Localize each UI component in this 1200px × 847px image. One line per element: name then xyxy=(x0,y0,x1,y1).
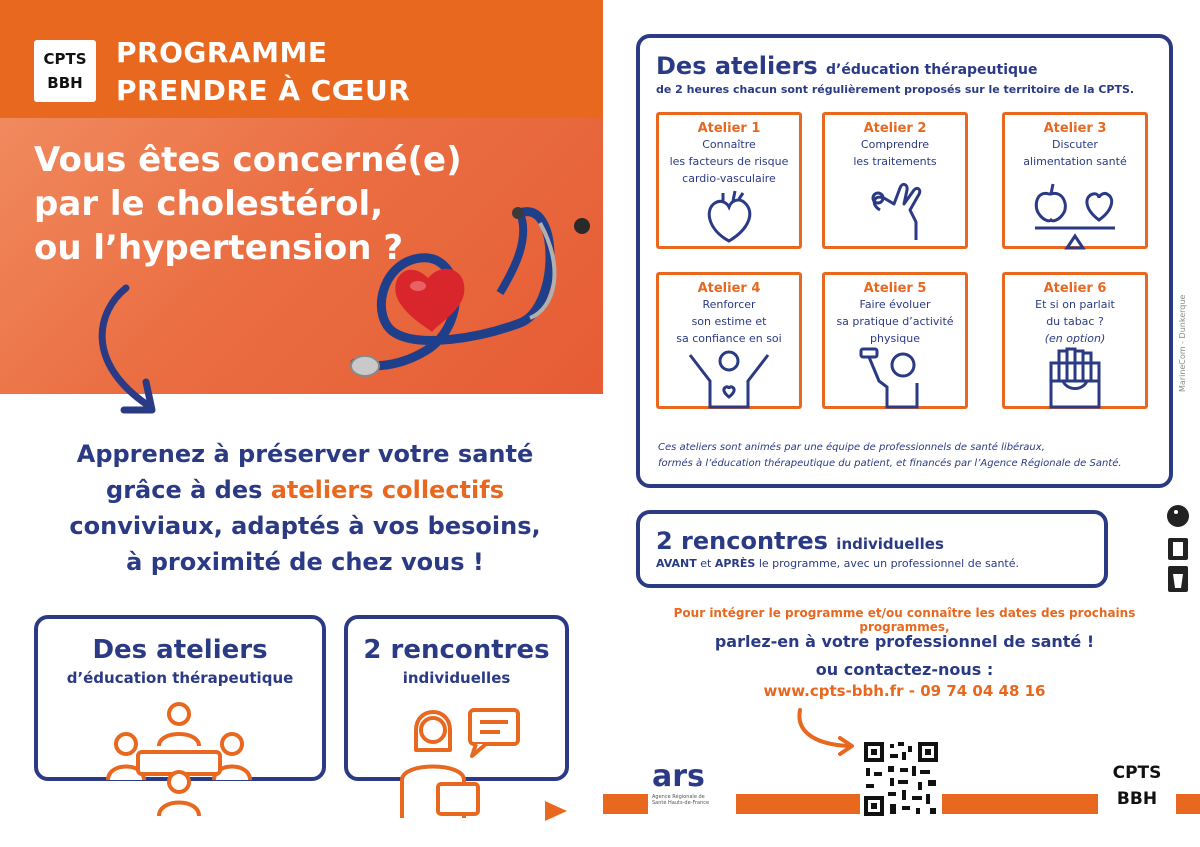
cta-intro: Pour intégrer le programme et/ou connaître les dates des prochains programmes, xyxy=(673,606,1136,634)
cpts-logo: CPTS BBH xyxy=(1098,752,1176,822)
cpts-logo: CPTS BBH xyxy=(34,40,96,102)
play-triangle-icon xyxy=(543,800,569,822)
workshop-card-3: Atelier 3 Discuter alimentation santé xyxy=(1002,112,1148,249)
curved-arrow-icon xyxy=(792,706,862,756)
apple-heart-scale-icon xyxy=(1027,178,1123,252)
ars-logo: ars Agence Régionale de Santé Hauts-de-France xyxy=(648,760,736,820)
workshop-card-1: Atelier 1 Connaître les facteurs de risque cardio-vasculaire xyxy=(656,112,802,249)
meetings-heading: 2 rencontres individuelles xyxy=(656,527,944,555)
workshops-frame xyxy=(636,34,1173,488)
pitch-text: Apprenez à préserver votre santé grâce à des ateliers collectifs conviviaux, adaptés à vos besoins, à proximité de chez vous ! xyxy=(69,440,541,576)
anatomical-heart-icon xyxy=(699,189,759,245)
program-title: PROGRAMME PRENDRE À CŒUR xyxy=(116,36,411,107)
qr-code-icon xyxy=(860,738,942,820)
workshop-card-2: Atelier 2 Comprendre les traitements xyxy=(822,112,968,249)
doctor-chat-icon xyxy=(396,700,522,820)
workshop-card-5: Atelier 5 Faire évoluer sa pratique d’activité physique xyxy=(822,272,968,409)
workshops-box: Des ateliers d’éducation thérapeutique xyxy=(34,615,326,781)
cigarette-pack-icon xyxy=(1045,347,1105,409)
hero-question: Vous êtes concerné(e) par le cholestérol, ou l’hypertension ? xyxy=(34,140,462,268)
workshops-note: Ces ateliers sont animés par une équipe de professionnels de santé libéraux, formés à l’éducation thérapeutique du patient, et financés par l’Agence Régionale de Santé. xyxy=(658,442,1122,469)
group-table-icon xyxy=(104,700,254,820)
curved-arrow-icon xyxy=(86,282,176,422)
dumbbell-person-icon xyxy=(855,347,935,409)
meetings-subtitle: AVANT et APRÈS le programme, avec un professionnel de santé. xyxy=(656,557,1019,570)
cta-main: parlez-en à votre professionnel de santé ! ou contactez-nous : xyxy=(714,632,1095,679)
workshops-subtitle: de 2 heures chacun sont régulièrement proposés sur le territoire de la CPTS. xyxy=(656,83,1135,96)
pill-hand-icon xyxy=(860,174,930,244)
meetings-box: 2 rencontres individuelles xyxy=(344,615,569,781)
qr-code[interactable] xyxy=(860,738,942,820)
self-esteem-person-icon xyxy=(684,347,774,409)
credit-text: MarineCom - Dunkerque xyxy=(1178,294,1187,392)
contact-link[interactable]: www.cpts-bbh.fr - 09 74 04 48 16 xyxy=(763,682,1046,700)
recycling-icons xyxy=(1164,504,1192,596)
workshop-card-6: Atelier 6 Et si on parlait du tabac ? (en option) xyxy=(1002,272,1148,409)
workshop-card-4: Atelier 4 Renforcer son estime et sa confiance en soi xyxy=(656,272,802,409)
workshops-heading: Des ateliers d’éducation thérapeutique xyxy=(656,52,1038,80)
